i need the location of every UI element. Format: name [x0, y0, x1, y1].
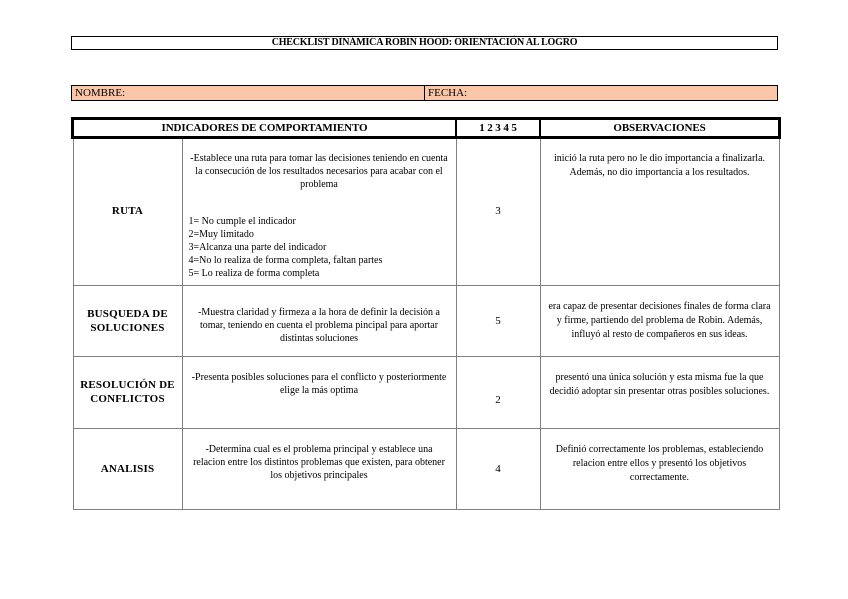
row-description: -Determina cual es el problema principal y establece una relacion entre los distintos problemas que existen, para obtener los objetivos principales: [182, 428, 456, 509]
score-scale-legend: [189, 215, 450, 280]
row-score: 5: [456, 285, 540, 356]
date-field[interactable]: FECHA:: [428, 87, 468, 99]
header-score: 1 2 3 4 5: [456, 119, 540, 137]
header-indicators: INDICADORES DE COMPORTAMIENTO: [73, 119, 456, 137]
description-text: -Establece una ruta para tomar las decisiones teniendo en cuenta la consecución de los resultados necesarios para acabar con el problema: [190, 153, 448, 190]
checklist-table: [72, 118, 780, 510]
table-header-row: [73, 119, 779, 137]
table-row: [73, 428, 779, 509]
scale-item: 3=Alcanza una parte del indicador: [188, 242, 327, 253]
scale-item: 5= Lo realiza de forma completa: [188, 268, 320, 279]
row-description: [182, 137, 456, 285]
document-title: CHECKLIST DINÁMICA ROBIN HOOD: ORIENTACIÓN AL LOGRO: [71, 36, 778, 50]
row-category: BUSQUEDA DE SOLUCIONES: [73, 285, 182, 356]
scale-item: 2=Muy limitado: [188, 229, 254, 240]
scale-item: 4=No lo realiza de forma completa, faltan partes: [188, 255, 383, 266]
row-observation: inició la ruta pero no le dio importancia a finalizarla. Además, no dio importancia a los resultados.: [540, 137, 779, 285]
info-row: [71, 85, 778, 101]
row-category: ANALISIS: [73, 428, 182, 509]
name-field[interactable]: NOMBRE:: [72, 86, 425, 100]
row-description: -Muestra claridad y firmeza a la hora de definir la decisión a tomar, teniendo en cuenta el problema pincipal para aportar distintas soluciones: [182, 285, 456, 356]
row-category: RESOLUCIÓN DE CONFLICTOS: [73, 356, 182, 428]
row-category: RUTA: [73, 137, 182, 285]
header-observations: OBSERVACIONES: [540, 119, 779, 137]
row-description: -Presenta posibles soluciones para el conflicto y posteriormente elige la más optima: [182, 356, 456, 428]
table-row: [73, 137, 779, 285]
table-row: [73, 356, 779, 428]
row-observation: presentó una única solución y esta misma fue la que decidió adoptar sin presentar otras posibles soluciones.: [540, 356, 779, 428]
row-observation: era capaz de presentar decisiones finales de forma clara y firme, partiendo del problema de Robin. Además, influyó al resto de compañeros en sus ideas.: [540, 285, 779, 356]
row-score: 2: [456, 356, 540, 428]
row-observation: Definió correctamente los problemas, estableciendo relacion entre ellos y presentó los objetivos correctamente.: [540, 428, 779, 509]
table-row: [73, 285, 779, 356]
row-score: 3: [456, 137, 540, 285]
row-score: 4: [456, 428, 540, 509]
scale-item: 1= No cumple el indicador: [188, 216, 296, 227]
